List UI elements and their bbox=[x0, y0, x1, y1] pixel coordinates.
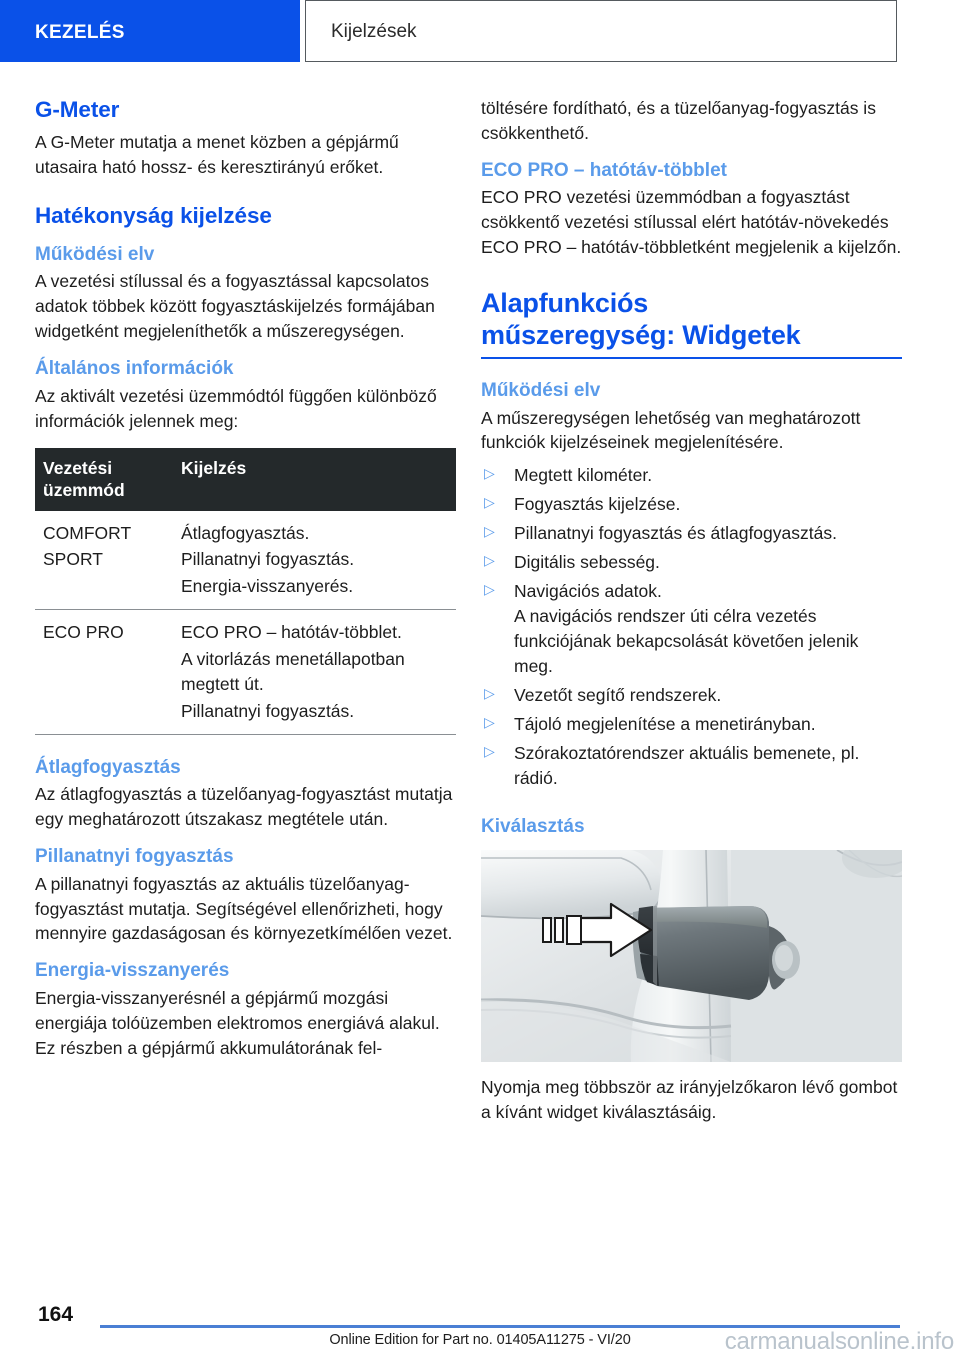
table-row bbox=[35, 698, 456, 734]
list-item bbox=[481, 683, 902, 708]
table-row bbox=[35, 511, 456, 547]
list-item bbox=[481, 550, 902, 575]
heading-energia-visszanyeres: Energia-visszanyerés bbox=[35, 960, 230, 982]
spacer bbox=[481, 842, 902, 850]
page-title-line2: műszeregység: Widgetek bbox=[481, 319, 801, 350]
list-item bbox=[481, 712, 902, 737]
heading-hatekonysag-kijelzese: Hatékonyság kijelzése bbox=[35, 202, 272, 228]
table-cell-mode bbox=[35, 646, 173, 698]
triangle-right-icon: ▷ bbox=[484, 465, 495, 482]
spacer bbox=[481, 260, 902, 288]
list-item-label: Megtett kilométer. bbox=[514, 465, 653, 486]
spacer bbox=[35, 735, 456, 757]
heading-eco-pro-hatotav-tobblet: ECO PRO – hatótáv-többlet bbox=[481, 159, 727, 181]
paragraph-energia-visszanyeres: Energia-visszanyerésnél a gépjármű mozgási energiája tolóüzemben elektromos energiává alakul. Ez részben a gépjármű akkumulátorának fel- bbox=[35, 988, 440, 1058]
paragraph-g-meter: A G-Meter mutatja a menet közben a gépjármű utasaira ható hossz- és keresztirányú erőket. bbox=[35, 132, 399, 177]
paragraph-atlagfogyasztas: Az átlagfogyasztás a tüzelőanyag-fogyasztást mutatja egy meghatározott útszakasz megtétele után. bbox=[35, 784, 453, 830]
tab-kijelzesek-label: Kijelzések bbox=[331, 21, 417, 42]
tab-kezeles[interactable] bbox=[0, 0, 300, 62]
spacer bbox=[481, 794, 902, 816]
triangle-right-icon: ▷ bbox=[484, 494, 495, 511]
paragraph-mukodesi-elv-widgets: A műszeregységen lehetőség van meghatározott funkciók kijelzéseinek megjelenítésére. bbox=[481, 407, 861, 453]
table-header-mode: Vezetési üzemmód bbox=[35, 448, 173, 511]
widget-function-list bbox=[481, 463, 902, 790]
tab-kijelzesek[interactable] bbox=[305, 0, 897, 62]
heading-atlagfogyasztas: Átlagfogyasztás bbox=[35, 756, 181, 778]
triangle-right-icon: ▷ bbox=[484, 522, 495, 539]
driving-mode-display-table bbox=[35, 448, 456, 734]
paragraph-pillanatnyi-fogyasztas: A pillanatnyi fogyasztás az aktuális tüzelőanyag-fogyasztást mutatja. Segítségével ellenőrizheti, hogy mennyire gazdaságosan és környezetkímélően vezet. bbox=[35, 873, 453, 944]
triangle-right-icon: ▷ bbox=[484, 684, 495, 701]
tab-kezeles-label: KEZELÉS bbox=[35, 22, 125, 43]
page-number: 164 bbox=[38, 1303, 74, 1326]
list-item bbox=[481, 521, 902, 546]
heading-kivalasztas: Kiválasztás bbox=[481, 816, 585, 838]
page-title-divider bbox=[481, 357, 902, 359]
page-title-line1: Alapfunkciós bbox=[481, 288, 649, 319]
table-cell-display: Átlagfogyasztás. bbox=[181, 522, 310, 543]
heading-g-meter: G-Meter bbox=[35, 97, 120, 122]
triangle-right-icon: ▷ bbox=[484, 713, 495, 730]
heading-altalanos-informaciok: Általános információk bbox=[35, 358, 234, 380]
heading-pillanatnyi-fogyasztas: Pillanatnyi fogyasztás bbox=[35, 845, 234, 867]
paragraph-continuation: töltésére fordítható, és a tüzelőanyag-fogyasztás is csökkenthető. bbox=[481, 98, 876, 143]
page-title bbox=[481, 288, 902, 352]
spacer bbox=[35, 180, 456, 202]
paragraph-mukodesi-elv: A vezetési stílussal és a fogyasztással kapcsolatos adatok többek között fogyasztáskijelzés formájában widgetként megjeleníthetők a műszeregységen. bbox=[35, 271, 435, 342]
list-item-label: Tájoló megjelenítése a menetirányban. bbox=[514, 713, 816, 734]
table-row bbox=[35, 610, 456, 646]
turn-signal-stalk-illustration bbox=[481, 850, 902, 1062]
triangle-right-icon: ▷ bbox=[484, 580, 495, 597]
triangle-right-icon: ▷ bbox=[484, 551, 495, 568]
paragraph-altalanos-informaciok: Az aktivált vezetési üzemmódtól függően különböző információk jelennek meg: bbox=[35, 385, 437, 431]
table-cell-mode: SPORT bbox=[43, 549, 103, 570]
footer-edition-text: Online Edition for Part no. 01405A11275 - VI/20 bbox=[329, 1332, 631, 1348]
list-item-label: Vezetőt segítő rendszerek. bbox=[514, 684, 722, 705]
table-row bbox=[35, 546, 456, 573]
heading-mukodesi-elv-widgets: Működési elv bbox=[481, 379, 601, 401]
table-header-row bbox=[35, 448, 456, 511]
table-cell-display: Pillanatnyi fogyasztás. bbox=[181, 700, 355, 721]
page-header bbox=[0, 0, 960, 64]
heading-mukodesi-elv: Működési elv bbox=[35, 243, 155, 265]
list-item-label: Digitális sebesség. bbox=[514, 551, 660, 572]
page-footer bbox=[0, 1290, 960, 1362]
list-item-label: Fogyasztás kijelzése. bbox=[514, 494, 681, 515]
table-header-display: Kijelzés bbox=[173, 448, 456, 511]
site-watermark: carmanualsonline.info bbox=[724, 1328, 954, 1355]
spacer bbox=[35, 236, 456, 244]
table-row bbox=[35, 646, 456, 698]
list-item bbox=[481, 463, 902, 488]
table-cell-display: A vitorlázás menetállapotban megtett út. bbox=[181, 648, 405, 694]
table-cell-mode bbox=[35, 573, 173, 609]
table-cell-mode bbox=[35, 698, 173, 734]
spacer bbox=[35, 832, 456, 846]
table-row bbox=[35, 573, 456, 609]
right-column bbox=[481, 96, 902, 1125]
table-cell-display: ECO PRO – hatótáv-többlet. bbox=[173, 610, 456, 646]
paragraph-eco-pro-hatotav-tobblet: ECO PRO vezetési üzemmódban a fogyasztást csökkentő vezetési stílussal elért hatótáv-növekedés ECO PRO – hatótáv-többletként megjelenik a kijelzőn. bbox=[481, 187, 902, 258]
table-cell-mode: COMFORT bbox=[43, 522, 132, 543]
spacer bbox=[481, 455, 902, 463]
table-head bbox=[35, 448, 456, 511]
spacer bbox=[35, 434, 456, 448]
table-body bbox=[35, 511, 456, 734]
spacer bbox=[35, 946, 456, 960]
spacer bbox=[481, 146, 902, 160]
list-item-label: Pillanatnyi fogyasztás és átlagfogyasztás. bbox=[514, 522, 837, 543]
figure-caption: Nyomja meg többször az irányjelzőkaron lévő gombot a kívánt widget kiválasztásáig. bbox=[481, 1077, 898, 1122]
turn-signal-stalk-photo bbox=[481, 850, 902, 1062]
left-column bbox=[35, 96, 456, 1061]
list-item-label: Szórakoztatórendszer aktuális bemenete, pl. rádió. bbox=[514, 742, 860, 788]
list-item bbox=[481, 579, 902, 679]
table-cell-display: Energia-visszanyerés. bbox=[181, 576, 354, 597]
spacer bbox=[35, 344, 456, 358]
triangle-right-icon: ▷ bbox=[484, 742, 495, 759]
table-cell-display: Pillanatnyi fogyasztás. bbox=[181, 549, 355, 570]
list-item-sublabel: A navigációs rendszer úti célra vezetés funkciójának bekapcsolását követően jelenik meg. bbox=[514, 606, 859, 677]
list-item bbox=[481, 741, 902, 791]
table-cell-mode: ECO PRO bbox=[35, 610, 173, 646]
list-item-label: Navigációs adatok. bbox=[514, 580, 662, 601]
list-item bbox=[481, 492, 902, 517]
